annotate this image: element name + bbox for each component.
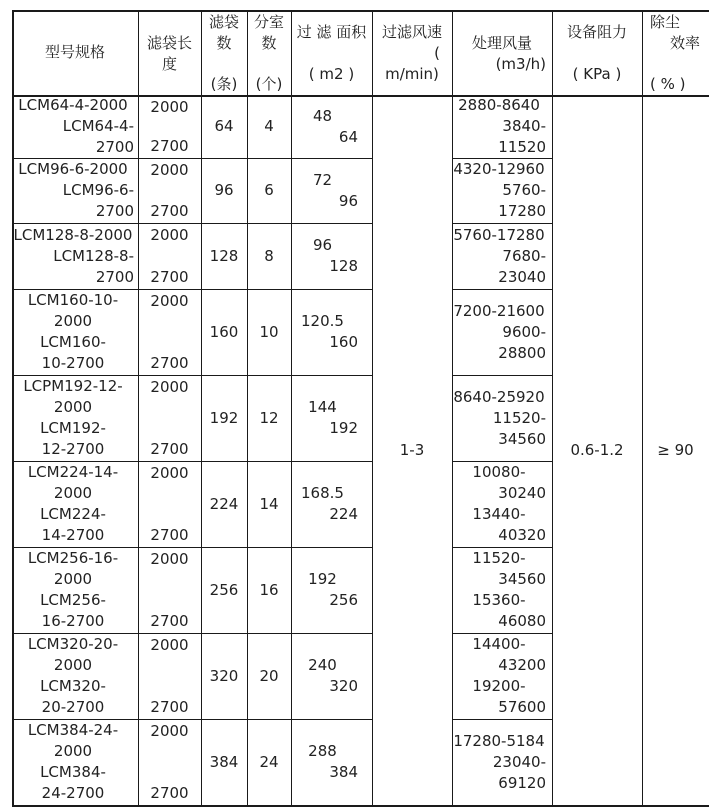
filter-area-2000: 72 (312, 170, 333, 189)
border-bottom (12, 805, 709, 807)
airflow-range: 11520 (498, 138, 546, 156)
header-bag-length: 度 (161, 55, 177, 73)
bag-length-2000: 2000 (150, 226, 189, 244)
model-name: 14-2700 (41, 526, 105, 544)
filter-area-2700: 224 (329, 505, 358, 523)
model-name: LCM384- (40, 763, 106, 781)
header-model: 型号规格 (44, 43, 105, 61)
bag-length-2700: 2700 (150, 612, 189, 630)
airflow-range: 10080- (472, 463, 526, 481)
model-name: LCM96-6- (62, 181, 134, 199)
filter-area-2000: 48 (312, 106, 333, 125)
model-name: 2700 (95, 267, 134, 286)
airflow-range: 3840- (502, 117, 546, 135)
header-filter-area: 过 滤 面积 (296, 23, 367, 41)
airflow-range: 43200 (498, 656, 546, 674)
model-name: LCPM192-12- (23, 377, 123, 395)
filter-area-2000: 96 (312, 236, 333, 254)
model-name: LCM160-10- (27, 291, 119, 309)
bag-count: 192 (209, 408, 239, 427)
model-name: 2000 (53, 570, 93, 588)
header-bag-length: 滤袋长 (146, 34, 192, 52)
bag-count: 64 (214, 117, 234, 135)
model-name: 24-2700 (41, 784, 105, 802)
airflow-range: 34560 (498, 570, 546, 588)
filter-area-2700: 192 (329, 419, 358, 437)
header-filter-speed: ( (434, 44, 440, 62)
header-bag-count: 滤袋 (208, 13, 239, 31)
bag-length-2700: 2700 (150, 268, 189, 286)
bag-length-2700: 2700 (150, 784, 189, 802)
bag-length-2000: 2000 (150, 98, 189, 116)
room-count: 20 (259, 666, 279, 685)
model-name: 12-2700 (41, 440, 105, 458)
bag-length-2700: 2700 (150, 440, 189, 458)
model-name: LCM320-20- (27, 635, 119, 653)
bag-length-2000: 2000 (150, 636, 189, 654)
airflow-range: 4320-12960 (453, 160, 545, 178)
model-name: 2700 (95, 138, 134, 156)
header-bag-count: 数 (216, 34, 232, 52)
header-filter-speed: m/min) (385, 65, 439, 83)
bag-count: 160 (209, 322, 239, 341)
shared-efficiency: ≥ 90 (657, 441, 694, 459)
row-divider (452, 289, 552, 290)
airflow-range: 30240 (498, 484, 546, 502)
bag-length-2000: 2000 (150, 161, 189, 179)
airflow-range: 7680- (502, 246, 546, 265)
airflow-range: 13440- (472, 505, 526, 523)
bag-length-2000: 2000 (150, 292, 189, 310)
airflow-range: 23040- (492, 752, 546, 771)
airflow-range: 5760- (502, 181, 546, 199)
header-airflow: (m3/h) (495, 55, 546, 73)
column-divider (642, 10, 643, 807)
airflow-range: 57600 (498, 698, 546, 716)
column-divider (372, 10, 373, 807)
header-airflow: 处理风量 (471, 34, 532, 52)
model-name: LCM160- (40, 333, 106, 351)
room-count: 16 (259, 580, 279, 599)
header-resistance: ( KPa ) (572, 65, 622, 83)
model-name: LCM128-8-2000 (13, 225, 133, 244)
filter-area-2700: 128 (329, 257, 358, 275)
airflow-range: 69120 (498, 773, 546, 792)
filter-area-2700: 384 (329, 763, 358, 781)
model-name: 16-2700 (41, 612, 105, 630)
model-name: 2700 (95, 202, 134, 220)
model-name: LCM64-4- (62, 117, 134, 135)
room-count: 8 (264, 246, 274, 265)
bag-length-2000: 2000 (150, 378, 189, 396)
airflow-range: 7200-21600 (453, 301, 545, 320)
room-count: 14 (259, 494, 279, 513)
column-divider (138, 10, 139, 807)
airflow-range: 40320 (498, 526, 546, 544)
airflow-range: 11520- (492, 408, 546, 427)
row-divider (452, 719, 552, 720)
filter-area-2000: 288 (308, 742, 337, 760)
airflow-range: 17280-5184 (453, 731, 545, 750)
airflow-range: 15360- (472, 591, 526, 609)
header-filter-speed: 过滤风速 (381, 23, 442, 41)
model-name: LCM224-14- (27, 463, 119, 481)
bag-count: 384 (209, 752, 239, 771)
filter-area-2000: 192 (308, 570, 337, 588)
filter-area-2000: 120.5 (301, 312, 344, 330)
filter-area-2000: 168.5 (301, 484, 344, 502)
model-name: 2000 (53, 312, 93, 330)
header-efficiency: 效率 (670, 34, 701, 52)
airflow-range: 19200- (472, 677, 526, 695)
model-name: LCM192- (40, 419, 106, 437)
header-filter-area: ( m2 ) (308, 65, 355, 83)
shared-filter-speed: 1-3 (399, 441, 425, 459)
header-efficiency: ( % ) (650, 75, 686, 93)
bag-count: 320 (209, 666, 239, 685)
model-name: LCM224- (40, 505, 106, 523)
filter-area-2700: 256 (329, 591, 358, 609)
room-count: 12 (259, 408, 279, 427)
airflow-range: 11520- (472, 549, 526, 567)
header-rooms: 分室 (253, 13, 284, 31)
model-name: LCM320- (40, 677, 106, 695)
bag-count: 128 (209, 246, 239, 265)
bag-length-2700: 2700 (150, 526, 189, 544)
filter-area-2000: 240 (308, 656, 337, 674)
header-efficiency: 除尘 (650, 13, 681, 31)
room-count: 4 (264, 117, 274, 135)
bag-length-2700: 2700 (150, 137, 189, 155)
model-name: LCM64-4-2000 (18, 96, 128, 114)
airflow-range: 5760-17280 (453, 225, 545, 244)
airflow-range: 9600- (502, 322, 546, 341)
header-bag-count: (条) (210, 75, 238, 93)
airflow-range: 23040 (498, 267, 546, 286)
airflow-range: 14400- (472, 635, 526, 653)
airflow-range: 46080 (498, 612, 546, 630)
model-name: 2000 (53, 742, 93, 760)
model-name: LCM96-6-2000 (18, 160, 128, 178)
header-resistance: 设备阻力 (566, 23, 627, 41)
bag-count: 256 (209, 580, 239, 599)
bag-length-2700: 2700 (150, 698, 189, 716)
bag-count: 96 (214, 181, 234, 199)
bag-count: 224 (209, 494, 239, 513)
model-name: LCM128-8- (53, 246, 134, 265)
airflow-range: 17280 (498, 202, 546, 220)
row-divider (452, 375, 552, 376)
model-name: LCM384-24- (27, 721, 119, 739)
filter-area-2700: 96 (338, 191, 358, 210)
bag-length-2000: 2000 (150, 550, 189, 568)
border-top (12, 10, 709, 12)
room-count: 10 (259, 322, 279, 341)
room-count: 24 (259, 752, 279, 771)
airflow-range: 28800 (498, 343, 546, 362)
model-name: LCM256-16- (27, 549, 119, 567)
model-name: 2000 (53, 656, 93, 674)
model-name: 2000 (53, 484, 93, 502)
model-name: 20-2700 (41, 698, 105, 716)
model-name: LCM256- (40, 591, 106, 609)
filter-area-2000: 144 (308, 398, 337, 416)
filter-area-2700: 64 (338, 127, 358, 146)
bag-length-2000: 2000 (150, 464, 189, 482)
column-divider (552, 10, 553, 807)
header-rooms: 数 (261, 34, 277, 52)
header-rooms: (个) (255, 75, 283, 93)
model-name: 10-2700 (41, 354, 105, 372)
room-count: 6 (264, 181, 274, 199)
airflow-range: 2880-8640 (458, 96, 540, 114)
airflow-range: 34560 (498, 429, 546, 448)
airflow-range: 8640-25920 (453, 387, 545, 406)
filter-area-2700: 160 (329, 333, 358, 351)
shared-resistance: 0.6-1.2 (570, 441, 624, 459)
model-name: 2000 (53, 398, 93, 416)
bag-length-2000: 2000 (150, 722, 189, 740)
filter-area-2700: 320 (329, 677, 358, 695)
bag-length-2700: 2700 (150, 354, 189, 372)
bag-length-2700: 2700 (150, 202, 189, 220)
